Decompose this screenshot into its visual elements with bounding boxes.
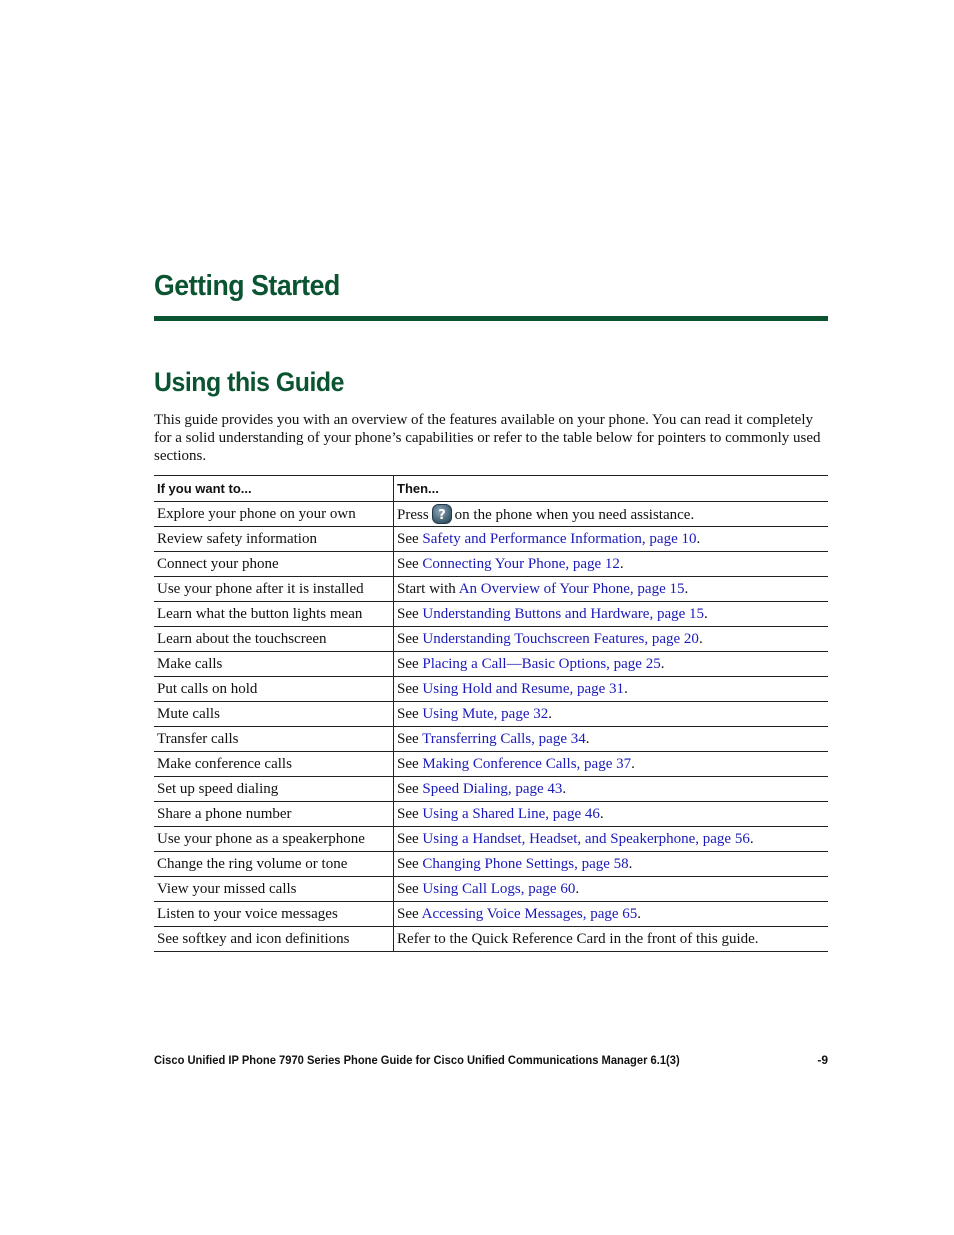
table-header-row [154, 476, 828, 502]
then-suffix: . [548, 705, 552, 722]
table-row [154, 727, 828, 752]
then-suffix: . [684, 580, 689, 597]
cross-reference-link[interactable]: Using Mute, page 32 [422, 705, 549, 722]
intro-paragraph: This guide provides you with an overview of the features available on your phone. You can read it completely for a solid understanding of your phone’s capabilities or refer to the table below for pointers to commonly used sections. [154, 412, 821, 464]
then-prefix: See [397, 605, 419, 622]
cross-reference-link[interactable]: Using a Shared Line, page 46 [422, 805, 600, 822]
then-suffix: . [749, 830, 754, 847]
then-prefix: See [397, 730, 419, 747]
table-row [154, 652, 828, 677]
cross-reference-link[interactable]: Speed Dialing, page 43 [422, 780, 563, 797]
cell-then [394, 552, 829, 577]
cell-then [394, 677, 829, 702]
then-prefix: See [397, 830, 419, 847]
table-row [154, 802, 828, 827]
then-prefix: See [397, 655, 419, 672]
then-prefix: See [397, 555, 419, 572]
cell-then [394, 877, 829, 902]
table-row [154, 827, 828, 852]
page-number: -9 [817, 1053, 828, 1067]
cell-want: Listen to your voice messages [154, 902, 394, 927]
cell-want: Set up speed dialing [154, 777, 394, 802]
then-prefix: See [397, 530, 419, 547]
cross-reference-link[interactable]: Placing a Call—Basic Options, page 25 [422, 655, 661, 672]
cell-then [394, 702, 829, 727]
cell-then [394, 827, 829, 852]
cross-reference-link[interactable]: Understanding Touchscreen Features, page 20 [422, 630, 699, 647]
then-suffix: . [624, 680, 628, 697]
then-suffix: . [704, 605, 708, 622]
header-want: If you want to... [154, 476, 394, 502]
cell-want: Use your phone as a speakerphone [154, 827, 394, 852]
then-prefix: Start with [397, 580, 456, 597]
then-suffix: . [619, 555, 624, 572]
cell-want: Transfer calls [154, 727, 394, 752]
cross-reference-link[interactable]: Changing Phone Settings, page 58 [422, 855, 629, 872]
table-row [154, 577, 828, 602]
header-then: Then... [394, 476, 829, 502]
cell-then [394, 802, 829, 827]
cross-reference-link[interactable]: Understanding Buttons and Hardware, page 15 [422, 605, 705, 622]
then-suffix: on the phone when you need assistance. [454, 507, 695, 523]
cell-then [394, 602, 829, 627]
then-prefix: See [397, 705, 419, 722]
cell-want: Connect your phone [154, 552, 394, 577]
cell-want: Mute calls [154, 702, 394, 727]
cell-want: Review safety information [154, 527, 394, 552]
then-suffix: . [628, 855, 633, 872]
then-prefix: See [397, 855, 419, 872]
cell-then [394, 927, 829, 952]
table-row [154, 702, 828, 727]
table-row [154, 777, 828, 802]
then-suffix: . [599, 805, 604, 822]
table-row [154, 527, 828, 552]
cell-want: Use your phone after it is installed [154, 577, 394, 602]
cell-then [394, 752, 829, 777]
then-prefix: See [397, 805, 419, 822]
cell-then [394, 502, 829, 527]
then-suffix: . [585, 730, 590, 747]
cell-want: Learn about the touchscreen [154, 627, 394, 652]
table-row [154, 627, 828, 652]
cell-want: Explore your phone on your own [154, 502, 394, 527]
help-icon [432, 504, 452, 524]
cell-want: See softkey and icon definitions [154, 927, 394, 952]
cross-reference-link[interactable]: Accessing Voice Messages, page 65 [421, 905, 638, 922]
cell-then [394, 577, 829, 602]
cross-reference-link[interactable]: An Overview of Your Phone, page 15 [458, 580, 685, 597]
cross-reference-link[interactable]: Safety and Performance Information, page 10 [422, 530, 697, 547]
cross-reference-link[interactable]: Transferring Calls, page 34 [422, 730, 586, 747]
then-prefix: See [397, 630, 419, 647]
then-suffix: . [696, 530, 701, 547]
cell-then [394, 902, 829, 927]
cross-reference-link[interactable]: Using a Handset, Headset, and Speakerphone, page 56 [422, 830, 750, 847]
then-suffix: . [698, 630, 703, 647]
table-row [154, 502, 828, 527]
cross-reference-link[interactable]: Connecting Your Phone, page 12 [422, 555, 620, 572]
then-prefix: Press [397, 507, 429, 523]
cell-want: Learn what the button lights mean [154, 602, 394, 627]
then-suffix: . [575, 880, 580, 897]
then-suffix: . [637, 905, 642, 922]
cell-then [394, 627, 829, 652]
cell-then [394, 777, 829, 802]
section-title: Using this Guide [154, 367, 344, 397]
cross-reference-link[interactable]: Making Conference Calls, page 37 [422, 755, 632, 772]
cell-then [394, 652, 829, 677]
title-rule [154, 316, 828, 321]
cell-want: Put calls on hold [154, 677, 394, 702]
cell-want: Make calls [154, 652, 394, 677]
table-row [154, 902, 828, 927]
cross-reference-link[interactable]: Using Call Logs, page 60 [422, 880, 576, 897]
then-suffix: . [660, 655, 665, 672]
table-row [154, 852, 828, 877]
cell-want: Change the ring volume or tone [154, 852, 394, 877]
table-row [154, 677, 828, 702]
then-prefix: See [397, 905, 419, 922]
cell-want: Make conference calls [154, 752, 394, 777]
then-suffix: . [562, 780, 567, 797]
svg-text:?: ? [437, 508, 446, 523]
table-row [154, 602, 828, 627]
cell-then [394, 852, 829, 877]
then-prefix: See [397, 780, 419, 797]
cell-want: View your missed calls [154, 877, 394, 902]
table-row [154, 752, 828, 777]
table-row [154, 927, 828, 952]
then-suffix: . [631, 755, 635, 772]
cell-want: Share a phone number [154, 802, 394, 827]
cell-then [394, 527, 829, 552]
footer-title: Cisco Unified IP Phone 7970 Series Phone Guide for Cisco Unified Communications Manager 6.1(3) [154, 1053, 680, 1067]
cell-then [394, 727, 829, 752]
then-prefix: See [397, 755, 419, 772]
table-row [154, 877, 828, 902]
page-title: Getting Started [154, 270, 340, 302]
cross-reference-link[interactable]: Using Hold and Resume, page 31 [422, 680, 625, 697]
then-prefix: Refer to the Quick Reference Card in the front of this guide. [397, 930, 759, 947]
then-prefix: See [397, 680, 419, 697]
table-row [154, 552, 828, 577]
guide-table [154, 475, 828, 952]
then-prefix: See [397, 880, 419, 897]
